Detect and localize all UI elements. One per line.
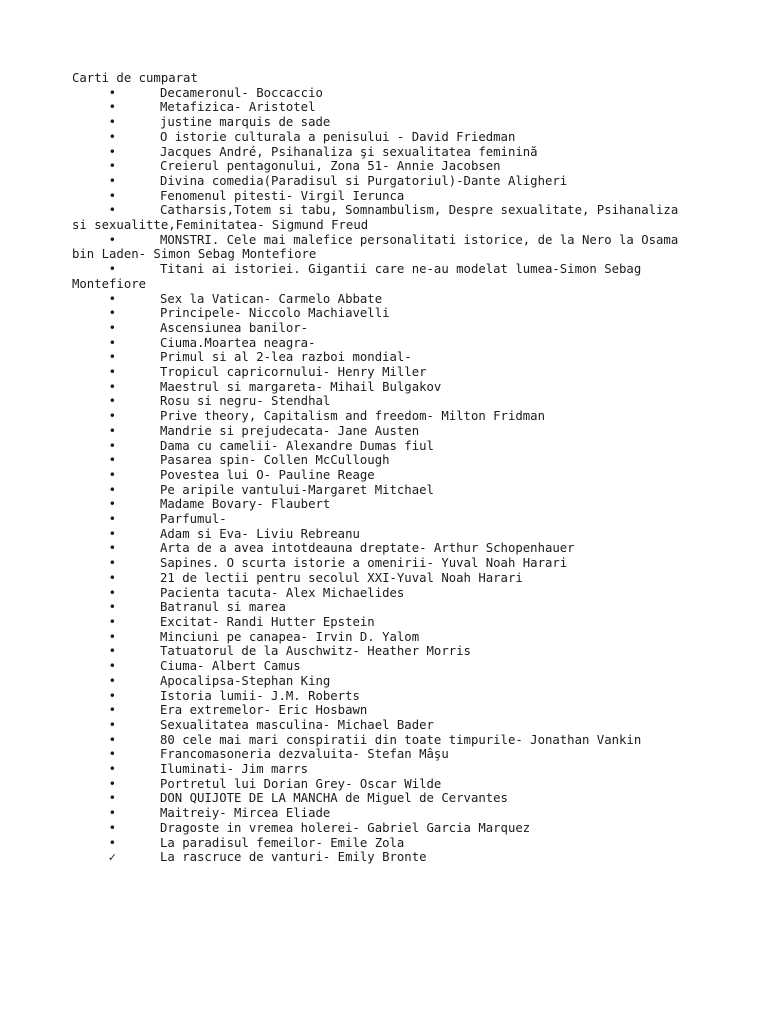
book-entry-text: Catharsis,Totem si tabu, Somnambulism, Despre sexualitate, Psihanaliza si sexualitte,Feminitatea- Sigmund Freud	[72, 203, 679, 233]
bullet-glyph: •	[108, 629, 116, 644]
document-title: Carti de cumparat	[72, 71, 198, 85]
list-item	[72, 586, 697, 601]
list-item	[72, 791, 697, 806]
list-item	[72, 439, 697, 454]
bullet-icon	[72, 703, 160, 718]
bullet-glyph: ✓	[108, 850, 116, 865]
list-item	[72, 350, 697, 365]
bullet-icon	[72, 512, 160, 527]
bullet-glyph: •	[108, 717, 116, 732]
book-entry-text: Sapines. O scurta istorie a omenirii- Yuval Noah Harari	[160, 556, 568, 571]
bullet-icon	[72, 189, 160, 204]
list-item	[72, 541, 697, 556]
book-entry-text: Sexualitatea masculina- Michael Bader	[160, 717, 434, 732]
bullet-glyph: •	[108, 306, 116, 321]
bullet-glyph: •	[108, 497, 116, 512]
list-item	[72, 659, 697, 674]
book-entry-text: Maestrul si margareta- Mihail Bulgakov	[160, 379, 442, 394]
bullet-icon	[72, 733, 160, 748]
bullet-glyph: •	[108, 673, 116, 688]
list-item	[72, 556, 697, 571]
list-item	[72, 145, 697, 160]
list-item	[72, 115, 697, 130]
bullet-glyph: •	[108, 100, 116, 115]
bullet-glyph: •	[108, 835, 116, 850]
book-entry-text: La rascruce de vanturi- Emily Bronte	[160, 850, 427, 865]
book-entry-text: Primul si al 2-lea razboi mondial-	[160, 350, 412, 365]
book-entry-text: Istoria lumii- J.M. Roberts	[160, 688, 360, 703]
book-entry-text: Madame Bovary- Flaubert	[160, 497, 331, 512]
book-entry-text: Jacques André, Psihanaliza şi sexualitatea feminină	[160, 144, 538, 159]
list-item	[72, 600, 697, 615]
bullet-icon	[72, 836, 160, 851]
bullet-icon	[72, 527, 160, 542]
list-item	[72, 615, 697, 630]
list-item	[72, 674, 697, 689]
bullet-icon	[72, 586, 160, 601]
book-entry-text: Ciuma- Albert Camus	[160, 659, 301, 674]
list-item	[72, 777, 697, 792]
list-item	[72, 189, 697, 204]
list-item	[72, 571, 697, 586]
book-entry-text: Prive theory, Capitalism and freedom- Milton Fridman	[160, 409, 545, 424]
book-entry-text: Mandrie si prejudecata- Jane Austen	[160, 423, 420, 438]
bullet-glyph: •	[108, 570, 116, 585]
book-entry-text: Sex la Vatican- Carmelo Abbate	[160, 291, 383, 306]
list-item	[72, 409, 697, 424]
book-entry-text: Pacienta tacuta- Alex Michaelides	[160, 585, 405, 600]
bullet-icon	[72, 791, 160, 806]
list-item	[72, 483, 697, 498]
list-item	[72, 424, 697, 439]
book-entry-text: Tatuatorul de la Auschwitz- Heather Morris	[160, 644, 471, 659]
book-entry-text: Francomasoneria dezvaluita- Stefan Mâşu	[160, 747, 449, 762]
list-item	[72, 821, 697, 836]
list-item	[72, 453, 697, 468]
bullet-icon	[72, 100, 160, 115]
book-list	[72, 86, 697, 865]
list-item	[72, 262, 697, 291]
checkmark-icon	[72, 850, 160, 865]
list-item	[72, 292, 697, 307]
bullet-icon	[72, 777, 160, 792]
list-item	[72, 159, 697, 174]
bullet-glyph: •	[108, 541, 116, 556]
list-item	[72, 100, 697, 115]
bullet-glyph: •	[108, 144, 116, 159]
bullet-icon	[72, 292, 160, 307]
bullet-glyph: •	[108, 482, 116, 497]
bullet-glyph: •	[108, 291, 116, 306]
list-item	[72, 203, 697, 232]
bullet-icon	[72, 424, 160, 439]
list-item	[72, 380, 697, 395]
bullet-glyph: •	[108, 703, 116, 718]
bullet-icon	[72, 336, 160, 351]
list-item	[72, 718, 697, 733]
bullet-glyph: •	[108, 467, 116, 482]
bullet-glyph: •	[108, 526, 116, 541]
bullet-icon	[72, 409, 160, 424]
bullet-glyph: •	[108, 791, 116, 806]
bullet-glyph: •	[108, 438, 116, 453]
bullet-icon	[72, 439, 160, 454]
list-item	[72, 512, 697, 527]
bullet-icon	[72, 718, 160, 733]
bullet-icon	[72, 159, 160, 174]
book-entry-text: Titani ai istoriei. Gigantii care ne-au modelat lumea-Simon Sebag Montefiore	[72, 262, 642, 291]
list-item	[72, 644, 697, 659]
bullet-glyph: •	[108, 350, 116, 365]
bullet-icon	[72, 86, 160, 101]
list-item	[72, 468, 697, 483]
book-entry-text: Parfumul-	[160, 512, 227, 527]
book-entry-text: Iluminati- Jim marrs	[160, 762, 309, 777]
bullet-glyph: •	[108, 85, 116, 100]
list-item	[72, 689, 697, 704]
bullet-icon	[72, 689, 160, 704]
book-entry-text: Metafizica- Aristotel	[160, 100, 316, 115]
bullet-glyph: •	[108, 159, 116, 174]
bullet-icon	[72, 497, 160, 512]
list-item	[72, 806, 697, 821]
book-entry-text: Portretul lui Dorian Grey- Oscar Wilde	[160, 776, 442, 791]
bullet-glyph: •	[108, 659, 116, 674]
bullet-glyph: •	[108, 320, 116, 335]
bullet-glyph: •	[108, 644, 116, 659]
book-entry-text: Maitreiy- Mircea Eliade	[160, 806, 331, 821]
book-entry-text: Divina comedia(Paradisul si Purgatoriul)-Dante Aligheri	[160, 173, 568, 188]
bullet-glyph: •	[108, 585, 116, 600]
document-page	[72, 71, 697, 865]
list-item	[72, 703, 697, 718]
bullet-glyph: •	[108, 762, 116, 777]
bullet-icon	[72, 762, 160, 777]
bullet-glyph: •	[108, 747, 116, 762]
book-entry-text: Decameronul- Boccaccio	[160, 85, 323, 100]
bullet-glyph: •	[108, 379, 116, 394]
bullet-icon	[72, 821, 160, 836]
bullet-icon	[72, 659, 160, 674]
bullet-icon	[72, 556, 160, 571]
list-item	[72, 747, 697, 762]
bullet-glyph: •	[108, 262, 116, 277]
list-item	[72, 336, 697, 351]
bullet-glyph: •	[108, 203, 116, 218]
bullet-glyph: •	[108, 512, 116, 527]
bullet-icon	[72, 262, 160, 277]
list-item	[72, 630, 697, 645]
book-entry-text: O istorie culturala a penisului - David Friedman	[160, 129, 516, 144]
book-entry-text: 80 cele mai mari conspiratii din toate timpurile- Jonathan Vankin	[160, 732, 642, 747]
book-entry-text: Dragoste in vremea holerei- Gabriel Garcia Marquez	[160, 820, 531, 835]
book-entry-text: La paradisul femeilor- Emile Zola	[160, 835, 405, 850]
book-entry-text: Apocalipsa-Stephan King	[160, 673, 331, 688]
bullet-glyph: •	[108, 776, 116, 791]
list-item	[72, 233, 697, 262]
book-entry-text: Dama cu camelii- Alexandre Dumas fiul	[160, 438, 434, 453]
book-entry-text: Pasarea spin- Collen McCullough	[160, 453, 390, 468]
bullet-glyph: •	[108, 173, 116, 188]
bullet-icon	[72, 233, 160, 248]
book-entry-text: Creierul pentagonului, Zona 51- Annie Jacobsen	[160, 159, 501, 174]
list-item	[72, 86, 697, 101]
book-entry-text: Adam si Eva- Liviu Rebreanu	[160, 526, 360, 541]
list-item	[72, 365, 697, 380]
bullet-glyph: •	[108, 820, 116, 835]
book-entry-text: Excitat- Randi Hutter Epstein	[160, 615, 375, 629]
bullet-icon	[72, 380, 160, 395]
bullet-glyph: •	[108, 453, 116, 468]
book-entry-text: DON QUIJOTE DE LA MANCHA de Miguel de Cervantes	[160, 791, 508, 806]
list-item	[72, 762, 697, 777]
list-item	[72, 733, 697, 748]
list-item	[72, 850, 697, 865]
book-entry-text: Fenomenul pitesti- Virgil Ierunca	[160, 188, 405, 203]
book-entry-text: Povestea lui O- Pauline Reage	[160, 467, 375, 482]
bullet-icon	[72, 350, 160, 365]
bullet-icon	[72, 306, 160, 321]
book-entry-text: Era extremelor- Eric Hosbawn	[160, 703, 368, 718]
book-entry-text: Tropicul capricornului- Henry Miller	[160, 365, 427, 380]
bullet-glyph: •	[108, 806, 116, 821]
list-item	[72, 321, 697, 336]
bullet-icon	[72, 600, 160, 615]
book-entry-text: Arta de a avea intotdeauna dreptate- Arthur Schopenhauer	[160, 541, 575, 556]
bullet-icon	[72, 365, 160, 380]
bullet-icon	[72, 321, 160, 336]
bullet-glyph: •	[108, 232, 116, 247]
book-entry-text: Batranul si marea	[160, 600, 286, 615]
bullet-icon	[72, 630, 160, 645]
bullet-glyph: •	[108, 615, 116, 629]
book-entry-text: Ciuma.Moartea neagra-	[160, 335, 316, 350]
bullet-glyph: •	[108, 129, 116, 144]
book-entry-text: MONSTRI. Cele mai malefice personalitati istorice, de la Nero la Osama bin Laden- Simon Sebag Montefiore	[72, 232, 679, 262]
bullet-icon	[72, 203, 160, 218]
book-entry-text: Minciuni pe canapea- Irvin D. Yalom	[160, 629, 420, 644]
bullet-icon	[72, 571, 160, 586]
list-item	[72, 306, 697, 321]
book-entry-text: Rosu si negru- Stendhal	[160, 394, 331, 409]
bullet-glyph: •	[108, 556, 116, 571]
list-item	[72, 497, 697, 512]
bullet-icon	[72, 394, 160, 409]
bullet-glyph: •	[108, 188, 116, 203]
book-entry-text: Ascensiunea banilor-	[160, 320, 309, 335]
bullet-icon	[72, 145, 160, 160]
list-item	[72, 836, 697, 851]
bullet-glyph: •	[108, 600, 116, 615]
book-entry-text: Pe aripile vantului-Margaret Mitchael	[160, 482, 434, 497]
bullet-glyph: •	[108, 688, 116, 703]
bullet-icon	[72, 483, 160, 498]
bullet-icon	[72, 130, 160, 145]
bullet-glyph: •	[108, 409, 116, 424]
bullet-glyph: •	[108, 394, 116, 409]
book-entry-text: justine marquis de sade	[160, 115, 331, 130]
bullet-glyph: •	[108, 732, 116, 747]
list-item	[72, 174, 697, 189]
bullet-icon	[72, 174, 160, 189]
bullet-glyph: •	[108, 423, 116, 438]
bullet-glyph: •	[108, 365, 116, 380]
book-entry-text: 21 de lectii pentru secolul XXI-Yuval Noah Harari	[160, 570, 523, 585]
bullet-icon	[72, 747, 160, 762]
list-item	[72, 394, 697, 409]
bullet-icon	[72, 468, 160, 483]
bullet-icon	[72, 541, 160, 556]
bullet-glyph: •	[108, 115, 116, 130]
bullet-icon	[72, 674, 160, 689]
bullet-icon	[72, 453, 160, 468]
bullet-icon	[72, 806, 160, 821]
list-item	[72, 130, 697, 145]
book-entry-text: Principele- Niccolo Machiavelli	[160, 306, 390, 321]
bullet-icon	[72, 615, 160, 630]
bullet-glyph: •	[108, 335, 116, 350]
bullet-icon	[72, 644, 160, 659]
bullet-icon	[72, 115, 160, 130]
list-item	[72, 527, 697, 542]
